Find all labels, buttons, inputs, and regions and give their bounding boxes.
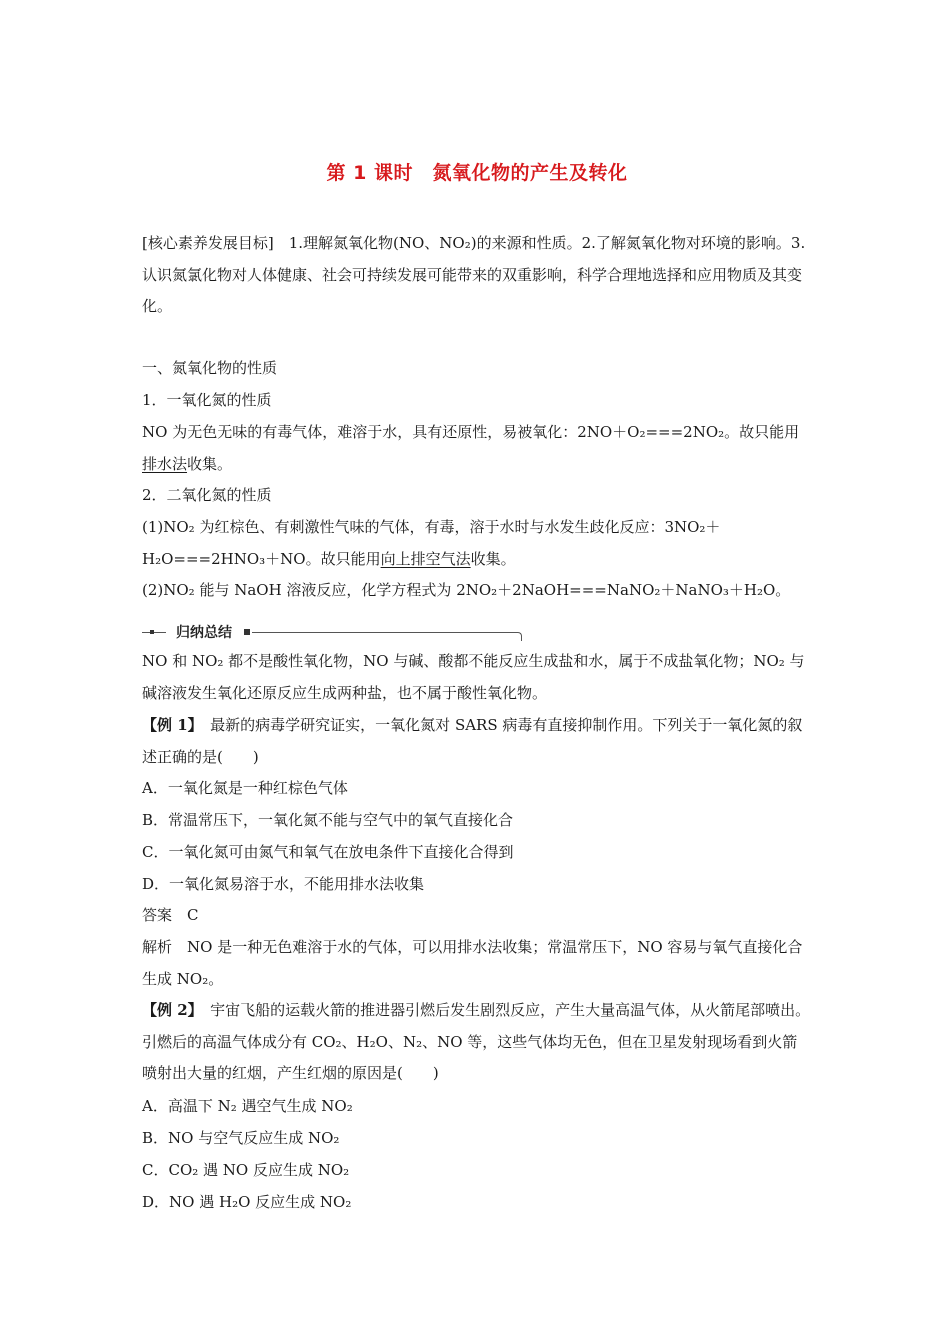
no2-property-2: (2)NO₂ 能与 NaOH 溶液反应，化学方程式为 2NO₂＋2NaOH===NaNO₂＋NaNO₃＋H₂O。 [142, 581, 791, 599]
no-text-a: NO 为无色无味的有毒气体，难溶于水，具有还原性，易被氧化：2NO＋O₂===2NO₂。故只能用 [142, 423, 800, 441]
section-heading: 一、氮氧化物的性质 [142, 359, 278, 377]
option-b: B．常温常压下，一氧化氮不能与空气中的氧气直接化合 [142, 811, 514, 829]
option-b: B．NO 与空气反应生成 NO₂ [142, 1129, 340, 1147]
goals-tag: [核心素养发展目标] [142, 234, 274, 252]
example-1-tag: 【例 1】 [142, 716, 196, 734]
option-d: D．一氧化氮易溶于水，不能用排水法收集 [142, 875, 425, 893]
option-d: D．NO 遇 H₂O 反应生成 NO₂ [142, 1193, 352, 1211]
divider [142, 632, 166, 633]
goals-text: 1.理解氮氧化物(NO、NO₂)的来源和性质。2.了解氮氧化物对环境的影响。3.认识氮氯化物对人体健康、社会可持续发展可能带来的双重影响，科学合理地选择和应用物质及其变化。 [142, 234, 806, 315]
analysis: 解析 NO 是一种无色难溶于水的气体，可以用排水法收集；常温常压下，NO 容易与氧气直接化合生成 NO₂。 [142, 938, 803, 988]
subheading-no2: 2．二氧化氮的性质 [142, 486, 272, 504]
no-collection-method: 排水法 [142, 454, 188, 473]
no-text-b: 收集。 [187, 454, 233, 473]
example-2-tag: 【例 2】 [142, 1001, 196, 1019]
example-1-text: 最新的病毒学研究证实，一氧化氮对 SARS 病毒有直接抑制作用。下列关于一氧化氮的叙述正确的是( ) [142, 716, 803, 766]
no2-text-a: (1)NO₂ 为红棕色、有刺激性气味的气体，有毒，溶于水时与水发生歧化反应：3NO₂＋H₂O===2HNO₃＋NO。故只能用 [142, 518, 721, 568]
divider [252, 632, 518, 633]
bracket-icon [518, 632, 522, 641]
no-properties [142, 417, 812, 480]
no2-collection-method: 向上排空气法 [380, 549, 471, 568]
bullet-icon [150, 630, 154, 634]
option-c: C．一氧化氮可由氮气和氧气在放电条件下直接化合得到 [142, 843, 514, 861]
no2-property-1 [142, 512, 812, 575]
example-1-question [142, 710, 812, 773]
example-2-text: 宇宙飞船的运载火箭的推进器引燃后发生剧烈反应，产生大量高温气体，从火箭尾部喷出。引燃后的高温气体成分有 CO₂、H₂O、N₂、NO 等，这些气体均无色，但在卫星发射现场看到火箭喷射出大量的红烟，产生红烟的原因是( ) [142, 1001, 811, 1082]
core-goals [142, 228, 812, 323]
square-icon [244, 629, 250, 635]
summary-label: 归纳总结 [172, 623, 236, 643]
no2-text-b: 收集。 [470, 549, 516, 568]
option-a: A．高温下 N₂ 遇空气生成 NO₂ [142, 1097, 353, 1115]
page-title: 第 1 课时 氮氧化物的产生及转化 [326, 162, 628, 184]
summary-text: NO 和 NO₂ 都不是酸性氧化物，NO 与碱、酸都不能反应生成盐和水，属于不成盐氧化物；NO₂ 与碱溶液发生氧化还原反应生成两种盐，也不属于酸性氧化物。 [142, 652, 805, 702]
subheading-no: 1．一氧化氮的性质 [142, 391, 272, 409]
example-2-question [142, 995, 812, 1090]
option-a: A．一氧化氮是一种红棕色气体 [142, 779, 348, 797]
summary-header [142, 623, 522, 643]
option-c: C．CO₂ 遇 NO 反应生成 NO₂ [142, 1161, 350, 1179]
answer: 答案 C [142, 906, 199, 924]
